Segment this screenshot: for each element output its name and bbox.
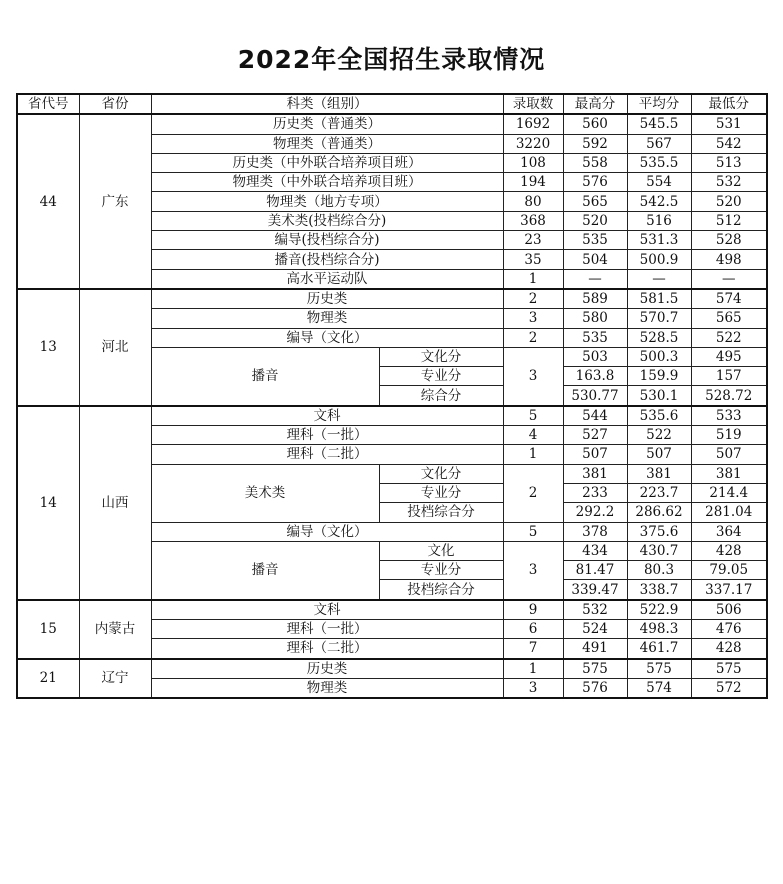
max-score: 434 — [563, 541, 627, 560]
min-score: 512 — [691, 211, 767, 230]
category-cell: 美术类(投档综合分) — [151, 211, 503, 230]
min-score: 565 — [691, 309, 767, 328]
avg-score: 522 — [627, 426, 691, 445]
avg-score: 522.9 — [627, 600, 691, 620]
max-score: 292.2 — [563, 503, 627, 522]
avg-score: 500.3 — [627, 347, 691, 366]
category-cell: 历史类（中外联合培养项目班） — [151, 153, 503, 172]
min-score: 381 — [691, 464, 767, 483]
min-score: — — [691, 269, 767, 289]
category-cell: 理科（一批） — [151, 426, 503, 445]
header-admitted: 录取数 — [503, 94, 563, 114]
max-score: 527 — [563, 426, 627, 445]
province-code: 14 — [17, 406, 79, 600]
max-score: 520 — [563, 211, 627, 230]
min-score: 528 — [691, 231, 767, 250]
min-score: 428 — [691, 541, 767, 560]
max-score: 491 — [563, 639, 627, 659]
min-score: 79.05 — [691, 561, 767, 580]
category-cell: 播音(投档综合分) — [151, 250, 503, 269]
province-name: 广东 — [79, 114, 151, 289]
category-cell: 理科（一批） — [151, 620, 503, 639]
admitted-count: 1 — [503, 659, 563, 679]
score-type: 文化分 — [379, 464, 503, 483]
max-score: 576 — [563, 173, 627, 192]
admitted-count: 1 — [503, 445, 563, 464]
min-score: 542 — [691, 134, 767, 153]
table-row — [17, 659, 767, 679]
avg-score: 286.62 — [627, 503, 691, 522]
max-score: 504 — [563, 250, 627, 269]
category-cell: 编导（文化） — [151, 522, 503, 541]
min-score: 498 — [691, 250, 767, 269]
header-category: 科类（组别） — [151, 94, 503, 114]
avg-score: 381 — [627, 464, 691, 483]
category-cell: 理科（二批） — [151, 639, 503, 659]
avg-score: 159.9 — [627, 367, 691, 386]
min-score: 507 — [691, 445, 767, 464]
score-type: 文化 — [379, 541, 503, 560]
province-code: 15 — [17, 600, 79, 659]
max-score: 381 — [563, 464, 627, 483]
avg-score: 581.5 — [627, 289, 691, 309]
header-province: 省份 — [79, 94, 151, 114]
category-cell: 编导（文化） — [151, 328, 503, 347]
max-score: 575 — [563, 659, 627, 679]
header-avg-score: 平均分 — [627, 94, 691, 114]
admitted-count: 1 — [503, 269, 563, 289]
category-cell: 物理类（普通类） — [151, 134, 503, 153]
avg-score: 516 — [627, 211, 691, 230]
min-score: 522 — [691, 328, 767, 347]
page-title: 2022年全国招生录取情况 — [237, 45, 546, 74]
score-type: 综合分 — [379, 386, 503, 406]
category-cell: 理科（二批） — [151, 445, 503, 464]
score-type: 文化分 — [379, 347, 503, 366]
max-score: 576 — [563, 678, 627, 698]
table-row — [17, 94, 767, 114]
max-score: 565 — [563, 192, 627, 211]
avg-score: 80.3 — [627, 561, 691, 580]
header-province-code: 省代号 — [17, 94, 79, 114]
avg-score: 531.3 — [627, 231, 691, 250]
admitted-count: 3 — [503, 347, 563, 405]
admitted-count: 7 — [503, 639, 563, 659]
province-code: 44 — [17, 114, 79, 289]
max-score: 558 — [563, 153, 627, 172]
max-score: 592 — [563, 134, 627, 153]
category-cell: 历史类 — [151, 289, 503, 309]
max-score: 378 — [563, 522, 627, 541]
avg-score: 570.7 — [627, 309, 691, 328]
category-cell: 物理类 — [151, 309, 503, 328]
subcategory-label: 播音 — [151, 541, 379, 599]
min-score: 281.04 — [691, 503, 767, 522]
table-row — [17, 289, 767, 309]
max-score: 560 — [563, 114, 627, 134]
admitted-count: 2 — [503, 328, 563, 347]
max-score: 544 — [563, 406, 627, 426]
score-type: 专业分 — [379, 483, 503, 502]
max-score: 535 — [563, 231, 627, 250]
avg-score: 575 — [627, 659, 691, 679]
min-score: 531 — [691, 114, 767, 134]
min-score: 533 — [691, 406, 767, 426]
max-score: 535 — [563, 328, 627, 347]
category-cell: 历史类 — [151, 659, 503, 679]
category-cell: 文科 — [151, 600, 503, 620]
admitted-count: 5 — [503, 522, 563, 541]
admitted-count: 1692 — [503, 114, 563, 134]
min-score: 528.72 — [691, 386, 767, 406]
avg-score: 542.5 — [627, 192, 691, 211]
admission-table — [16, 93, 768, 699]
avg-score: 507 — [627, 445, 691, 464]
avg-score: 430.7 — [627, 541, 691, 560]
max-score: 524 — [563, 620, 627, 639]
admitted-count: 2 — [503, 464, 563, 522]
admitted-count: 9 — [503, 600, 563, 620]
avg-score: 500.9 — [627, 250, 691, 269]
max-score: 532 — [563, 600, 627, 620]
min-score: 520 — [691, 192, 767, 211]
avg-score: 567 — [627, 134, 691, 153]
category-cell: 物理类（中外联合培养项目班） — [151, 173, 503, 192]
min-score: 214.4 — [691, 483, 767, 502]
admitted-count: 368 — [503, 211, 563, 230]
max-score: 163.8 — [563, 367, 627, 386]
category-cell: 物理类（地方专项） — [151, 192, 503, 211]
score-type: 投档综合分 — [379, 503, 503, 522]
category-cell: 编导(投档综合分) — [151, 231, 503, 250]
header-max-score: 最高分 — [563, 94, 627, 114]
admitted-count: 4 — [503, 426, 563, 445]
max-score: — — [563, 269, 627, 289]
max-score: 503 — [563, 347, 627, 366]
min-score: 532 — [691, 173, 767, 192]
min-score: 572 — [691, 678, 767, 698]
admitted-count: 35 — [503, 250, 563, 269]
admitted-count: 80 — [503, 192, 563, 211]
avg-score: 223.7 — [627, 483, 691, 502]
province-name: 内蒙古 — [79, 600, 151, 659]
avg-score: 375.6 — [627, 522, 691, 541]
avg-score: 574 — [627, 678, 691, 698]
avg-score: 338.7 — [627, 580, 691, 600]
max-score: 589 — [563, 289, 627, 309]
min-score: 428 — [691, 639, 767, 659]
score-type: 专业分 — [379, 561, 503, 580]
province-code: 13 — [17, 289, 79, 406]
subcategory-label: 播音 — [151, 347, 379, 405]
min-score: 476 — [691, 620, 767, 639]
max-score: 233 — [563, 483, 627, 502]
avg-score: 530.1 — [627, 386, 691, 406]
min-score: 495 — [691, 347, 767, 366]
admitted-count: 2 — [503, 289, 563, 309]
min-score: 574 — [691, 289, 767, 309]
score-type: 专业分 — [379, 367, 503, 386]
category-cell: 历史类（普通类） — [151, 114, 503, 134]
table-row — [17, 114, 767, 134]
category-cell: 文科 — [151, 406, 503, 426]
avg-score: 535.6 — [627, 406, 691, 426]
avg-score: 554 — [627, 173, 691, 192]
province-name: 山西 — [79, 406, 151, 600]
avg-score: 545.5 — [627, 114, 691, 134]
max-score: 81.47 — [563, 561, 627, 580]
max-score: 339.47 — [563, 580, 627, 600]
category-cell: 高水平运动队 — [151, 269, 503, 289]
header-min-score: 最低分 — [691, 94, 767, 114]
avg-score: 498.3 — [627, 620, 691, 639]
min-score: 337.17 — [691, 580, 767, 600]
avg-score: — — [627, 269, 691, 289]
province-name: 河北 — [79, 289, 151, 406]
min-score: 575 — [691, 659, 767, 679]
max-score: 530.77 — [563, 386, 627, 406]
admitted-count: 3 — [503, 541, 563, 599]
category-cell: 物理类 — [151, 678, 503, 698]
admitted-count: 6 — [503, 620, 563, 639]
subcategory-label: 美术类 — [151, 464, 379, 522]
score-type: 投档综合分 — [379, 580, 503, 600]
min-score: 519 — [691, 426, 767, 445]
avg-score: 461.7 — [627, 639, 691, 659]
min-score: 157 — [691, 367, 767, 386]
admitted-count: 194 — [503, 173, 563, 192]
admitted-count: 108 — [503, 153, 563, 172]
province-name: 辽宁 — [79, 659, 151, 699]
admitted-count: 3 — [503, 309, 563, 328]
admitted-count: 23 — [503, 231, 563, 250]
max-score: 580 — [563, 309, 627, 328]
table-row — [17, 600, 767, 620]
admitted-count: 3 — [503, 678, 563, 698]
admitted-count: 3220 — [503, 134, 563, 153]
min-score: 513 — [691, 153, 767, 172]
avg-score: 528.5 — [627, 328, 691, 347]
max-score: 507 — [563, 445, 627, 464]
min-score: 364 — [691, 522, 767, 541]
table-row — [17, 406, 767, 426]
avg-score: 535.5 — [627, 153, 691, 172]
min-score: 506 — [691, 600, 767, 620]
province-code: 21 — [17, 659, 79, 699]
admitted-count: 5 — [503, 406, 563, 426]
